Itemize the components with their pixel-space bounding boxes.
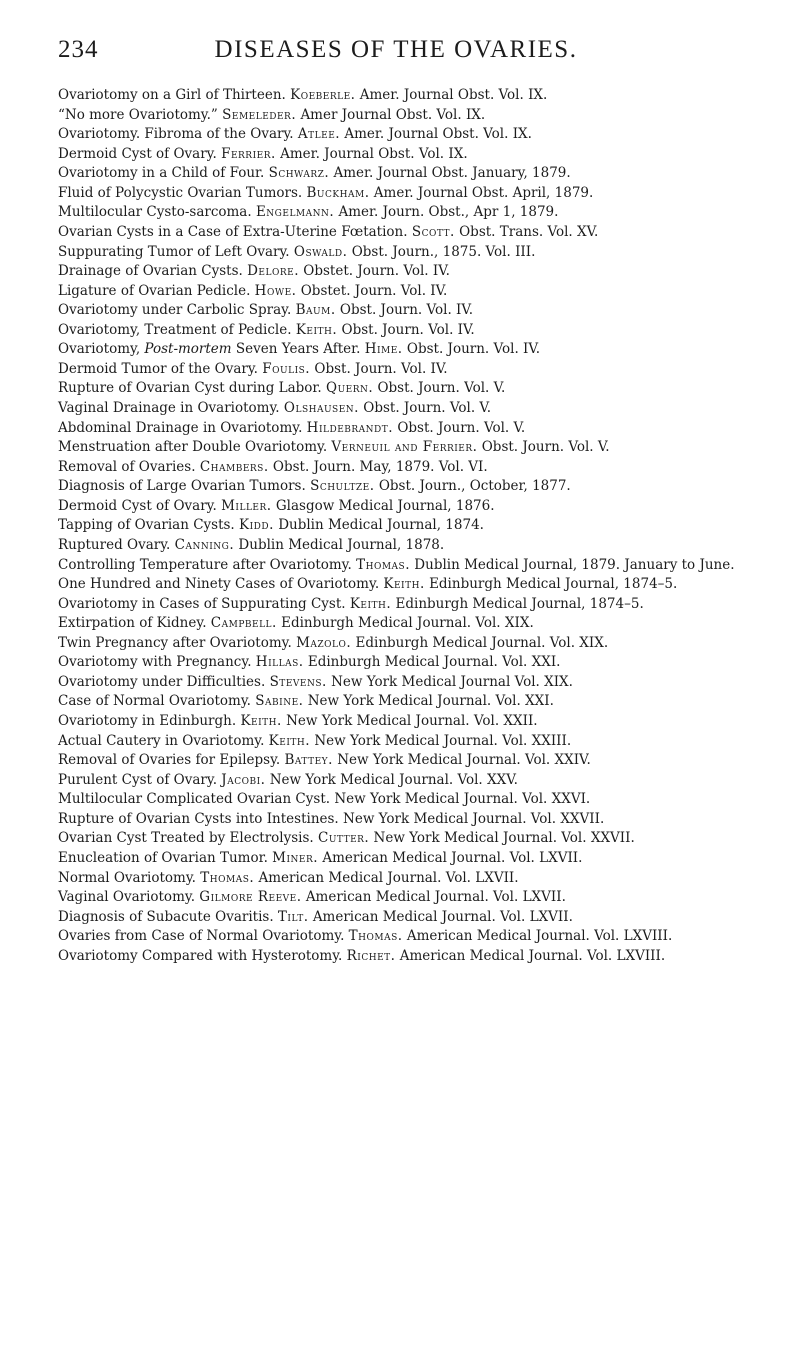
entry-title: Removal of Ovaries for Epilepsy.: [58, 752, 281, 769]
entry-source: New York Medical Journal. Vol. XXVII.: [343, 810, 605, 827]
bibliography-entry: [58, 790, 738, 810]
entry-title-pre: Ovariotomy,: [58, 341, 141, 358]
entry-author: Mazolo.: [296, 634, 352, 651]
entry-title: Fluid of Polycystic Ovarian Tumors.: [58, 184, 303, 201]
entry-source: Amer. Journal Obst. Vol. IX.: [280, 145, 468, 162]
entry-author: Scott.: [411, 223, 455, 240]
bibliography-entry: [58, 164, 738, 184]
entry-author: Kidd.: [239, 517, 274, 534]
page-header: [58, 36, 734, 66]
entry-author: Richet.: [346, 947, 396, 964]
entry-source: New York Medical Journal. Vol. XXVII.: [373, 830, 635, 847]
entry-author: Hime.: [364, 341, 403, 358]
entry-title: Ovariotomy. Fibroma of the Ovary.: [58, 126, 294, 143]
entry-title: Menstruation after Double Ovariotomy.: [58, 439, 328, 456]
bibliography-entry: [58, 223, 738, 243]
entry-title: Dermoid Cyst of Ovary.: [58, 497, 217, 514]
entry-author: Koeberle.: [290, 87, 356, 103]
bibliography-entry: [58, 477, 738, 497]
entry-author: Miner.: [272, 849, 319, 866]
entry-author: Sabine.: [255, 693, 304, 710]
bibliography-entry: [58, 634, 738, 654]
bibliography-entry: [58, 692, 738, 712]
entry-author: Battey.: [284, 752, 333, 769]
entry-author: Thomas.: [348, 928, 403, 945]
entry-title: Ovariotomy in Cases of Suppurating Cyst.: [58, 595, 346, 612]
bibliography-entry: [58, 282, 738, 302]
entry-source: Obst. Journ. May, 1879. Vol. VI.: [272, 458, 488, 475]
entry-source: American Medical Journal. Vol. LXVIII.: [406, 928, 673, 945]
entry-title: Dermoid Cyst of Ovary.: [58, 145, 217, 162]
entry-source: American Medical Journal. Vol. LXVII.: [322, 849, 583, 866]
entry-author: Miller.: [221, 497, 272, 514]
entry-author: Keith.: [240, 713, 282, 729]
bibliography-entry: [58, 516, 738, 536]
entry-source: New York Medical Journal. Vol. XXVI.: [334, 791, 591, 808]
entry-title: Ovariotomy on a Girl of Thirteen.: [58, 87, 286, 103]
entry-source: New York Medical Journal. Vol. XXIII.: [314, 732, 572, 749]
bibliography-entry: [58, 595, 738, 615]
bibliography-entry: [58, 614, 738, 634]
entry-source: Obstet. Journ. Vol. IV.: [303, 263, 450, 280]
entry-title: Purulent Cyst of Ovary.: [58, 771, 217, 788]
entry-title: Multilocular Cysto-sarcoma.: [58, 204, 252, 221]
entry-source: Obst. Journ. Vol. IV.: [314, 360, 448, 377]
entry-author: Chambers.: [199, 458, 269, 475]
entry-source: Obst. Trans. Vol. XV.: [459, 223, 599, 240]
bibliography-entry: [58, 184, 738, 204]
entry-author: Keith.: [295, 321, 338, 338]
bibliography-entry: [58, 419, 738, 439]
bibliography-entry: [58, 536, 738, 556]
entry-source: Amer Journal Obst. Vol. IX.: [300, 106, 486, 123]
entry-title: Ovariotomy under Difficulties.: [58, 673, 266, 690]
entry-author: Atlee.: [297, 126, 341, 143]
entry-title: Rupture of Ovarian Cyst during Labor.: [58, 380, 322, 397]
bibliography-entry: [58, 810, 738, 830]
entry-author: Hildebrandt.: [306, 419, 394, 436]
entry-author: Semeleder.: [222, 106, 297, 123]
bibliography-entry: [58, 86, 738, 106]
entry-source: Obst. Journ. Vol. IV.: [406, 341, 541, 358]
bibliography-entry: [58, 829, 738, 849]
bibliography-entry: [58, 556, 738, 576]
entry-title: Tapping of Ovarian Cysts.: [58, 517, 235, 534]
entry-author: Howe.: [254, 282, 297, 299]
entry-author: Stevens.: [269, 673, 327, 690]
entry-author: Schultze.: [310, 478, 375, 495]
entry-author: Schwarz.: [268, 165, 330, 182]
bibliography-entry: [58, 321, 738, 341]
entry-source: Dublin Medical Journal, 1874.: [278, 517, 484, 534]
entry-title: Diagnosis of Large Ovarian Tumors.: [58, 478, 306, 495]
entry-source: Amer. Journal Obst. Vol. IX.: [344, 126, 532, 143]
bibliography-entry: [58, 751, 738, 771]
entry-title: Ovariotomy in a Child of Four.: [58, 165, 265, 182]
bibliography-entry: [58, 379, 738, 399]
bibliography-entry: [58, 262, 738, 282]
entry-author: Quern.: [326, 380, 374, 397]
entry-source: Dublin Medical Journal, 1879. January to June.: [414, 556, 735, 573]
entry-author: Cutter.: [318, 830, 370, 847]
entry-source: New York Medical Journal Vol. XIX.: [331, 673, 573, 690]
bibliography-entry: [58, 732, 738, 752]
entry-author: Oswald.: [293, 243, 348, 260]
entry-source: Edinburgh Medical Journal, 1874–5.: [395, 595, 644, 612]
entry-title: Ovariotomy with Pregnancy.: [58, 654, 252, 671]
entry-source: New York Medical Journal. Vol. XXII.: [286, 713, 538, 729]
bibliography-entry: [58, 458, 738, 478]
entry-source: Dublin Medical Journal, 1878.: [238, 536, 445, 553]
entry-author: Tilt.: [277, 908, 309, 925]
entry-source: New York Medical Journal. Vol. XXI.: [307, 693, 554, 710]
entry-author: Thomas.: [200, 869, 255, 886]
entry-source: Obst. Journ., 1875. Vol. III.: [351, 243, 536, 260]
bibliography-entry: [58, 673, 738, 693]
entry-source: American Medical Journal. Vol. LXVII.: [305, 889, 566, 906]
entry-title: Ovarian Cyst Treated by Electrolysis.: [58, 830, 314, 847]
page-number: 234: [58, 36, 99, 63]
bibliography-entry: [58, 243, 738, 263]
entry-source: Amer. Journal Obst. April, 1879.: [373, 184, 594, 201]
entry-title: Diagnosis of Subacute Ovaritis.: [58, 908, 274, 925]
entry-title: Extirpation of Kidney.: [58, 615, 207, 632]
bibliography-entry: [58, 575, 738, 595]
entry-author: Foulis.: [262, 360, 311, 377]
entry-source: Amer. Journal Obst. Vol. IX.: [359, 87, 548, 103]
entry-source: Edinburgh Medical Journal. Vol. XIX.: [281, 615, 534, 632]
entry-author: Hillas.: [255, 654, 304, 671]
entry-author: Olshausen.: [283, 400, 359, 416]
bibliography-entry: [58, 399, 738, 419]
entry-source: Obst. Journ. Vol. V.: [377, 380, 506, 397]
entry-title: Abdominal Drainage in Ovariotomy.: [58, 419, 303, 436]
bibliography-entry: [58, 888, 738, 908]
bibliography-entry: [58, 908, 738, 928]
entry-author: Gilmore Reeve.: [199, 889, 302, 906]
entry-title-post: Seven Years After.: [235, 341, 361, 358]
bibliography-entry: [58, 927, 738, 947]
entry-source: Amer. Journal Obst. January, 1879.: [333, 165, 571, 182]
bibliography-entry: [58, 947, 738, 967]
entry-title: Rupture of Ovarian Cysts into Intestines.: [58, 810, 339, 827]
entry-source: Edinburgh Medical Journal, 1874–5.: [429, 576, 678, 593]
entry-author: Jacobi.: [221, 771, 266, 788]
entry-title: Ligature of Ovarian Pedicle.: [58, 282, 251, 299]
entry-author: Engelmann.: [255, 204, 335, 221]
entry-author: Keith.: [349, 595, 392, 612]
entry-title: Ruptured Ovary.: [58, 536, 171, 553]
entry-title: Suppurating Tumor of Left Ovary.: [58, 243, 290, 260]
entry-author: Keith.: [268, 732, 311, 749]
entry-title: Controlling Temperature after Ovariotomy.: [58, 556, 352, 573]
entry-title: Vaginal Drainage in Ovariotomy.: [58, 400, 280, 416]
bibliography-entry: [58, 653, 738, 673]
entry-source: Obst. Journ. Vol. V.: [363, 400, 492, 416]
bibliography-entry: [58, 203, 738, 223]
entry-author: Campbell.: [210, 615, 277, 632]
entry-title: Ovariotomy under Carbolic Spray.: [58, 302, 292, 319]
entry-source: American Medical Journal. Vol. LXVIII.: [399, 947, 666, 964]
entry-author: Verneuil and Ferrier.: [331, 439, 478, 456]
bibliography-entry: [58, 497, 738, 517]
entry-author: Baum.: [295, 302, 336, 319]
entry-title: Dermoid Tumor of the Ovary.: [58, 360, 258, 377]
entry-author: Buckham.: [306, 184, 370, 201]
entry-source: Edinburgh Medical Journal. Vol. XXI.: [307, 654, 561, 671]
bibliography-entry: [58, 849, 738, 869]
entry-title: “No more Ovariotomy.”: [58, 106, 218, 123]
bibliography-entry: [58, 869, 738, 889]
entry-source: Glasgow Medical Journal, 1876.: [275, 497, 495, 514]
entry-source: Obstet. Journ. Vol. IV.: [300, 282, 448, 299]
bibliography-entry: [58, 360, 738, 380]
entry-title: Vaginal Ovariotomy.: [58, 889, 195, 906]
entry-title: Ovaries from Case of Normal Ovariotomy.: [58, 928, 345, 945]
running-head: DISEASES OF THE OVARIES.: [214, 36, 578, 63]
entry-title: Ovariotomy in Edinburgh.: [58, 713, 237, 729]
entry-title: Ovariotomy, Treatment of Pedicle.: [58, 321, 292, 338]
bibliography-entry: [58, 771, 738, 791]
entry-source: New York Medical Journal. Vol. XXIV.: [337, 752, 591, 769]
entry-source: Edinburgh Medical Journal. Vol. XIX.: [355, 634, 609, 651]
entry-source: American Medical Journal. Vol. LXVII.: [312, 908, 573, 925]
entry-title: Removal of Ovaries.: [58, 458, 196, 475]
entry-title: Ovariotomy Compared with Hysterotomy.: [58, 947, 343, 964]
entry-source: Obst. Journ. Vol. IV.: [339, 302, 474, 319]
entry-source: Obst. Journ. Vol. IV.: [341, 321, 475, 338]
entry-author: Delore.: [247, 263, 299, 280]
entry-source: American Medical Journal. Vol. LXVII.: [258, 869, 519, 886]
entry-title: One Hundred and Ninety Cases of Ovariotomy.: [58, 576, 380, 593]
entry-title: Normal Ovariotomy.: [58, 869, 196, 886]
entry-title: Case of Normal Ovariotomy.: [58, 693, 251, 710]
entry-title: Drainage of Ovarian Cysts.: [58, 263, 243, 280]
entry-title: Ovarian Cysts in a Case of Extra-Uterine Fœtation.: [58, 223, 408, 240]
entry-author: Keith.: [383, 576, 425, 593]
entry-author: Thomas.: [356, 556, 410, 573]
bibliography-entry: [58, 106, 738, 126]
entry-source: Obst. Journ. Vol. V.: [481, 439, 610, 456]
entry-title: Twin Pregnancy after Ovariotomy.: [58, 634, 292, 651]
bibliography-list: [58, 86, 738, 966]
bibliography-entry: [58, 145, 738, 165]
entry-source: New York Medical Journal. Vol. XXV.: [269, 771, 518, 788]
entry-source: Obst. Journ., October, 1877.: [378, 478, 571, 495]
bibliography-entry: [58, 340, 738, 360]
entry-source: Obst. Journ. Vol. V.: [397, 419, 526, 436]
entry-title-italic: Post-mortem: [144, 341, 232, 358]
entry-author: Canning.: [174, 536, 235, 553]
bibliography-entry: [58, 438, 738, 458]
entry-title: Actual Cautery in Ovariotomy.: [58, 732, 265, 749]
bibliography-entry: [58, 712, 738, 732]
entry-author: Ferrier.: [221, 145, 276, 162]
entry-title: Enucleation of Ovarian Tumor.: [58, 849, 268, 866]
bibliography-entry: [58, 125, 738, 145]
entry-source: Amer. Journ. Obst., Apr 1, 1879.: [338, 204, 559, 221]
bibliography-entry: [58, 301, 738, 321]
entry-title: Multilocular Complicated Ovarian Cyst.: [58, 791, 331, 808]
